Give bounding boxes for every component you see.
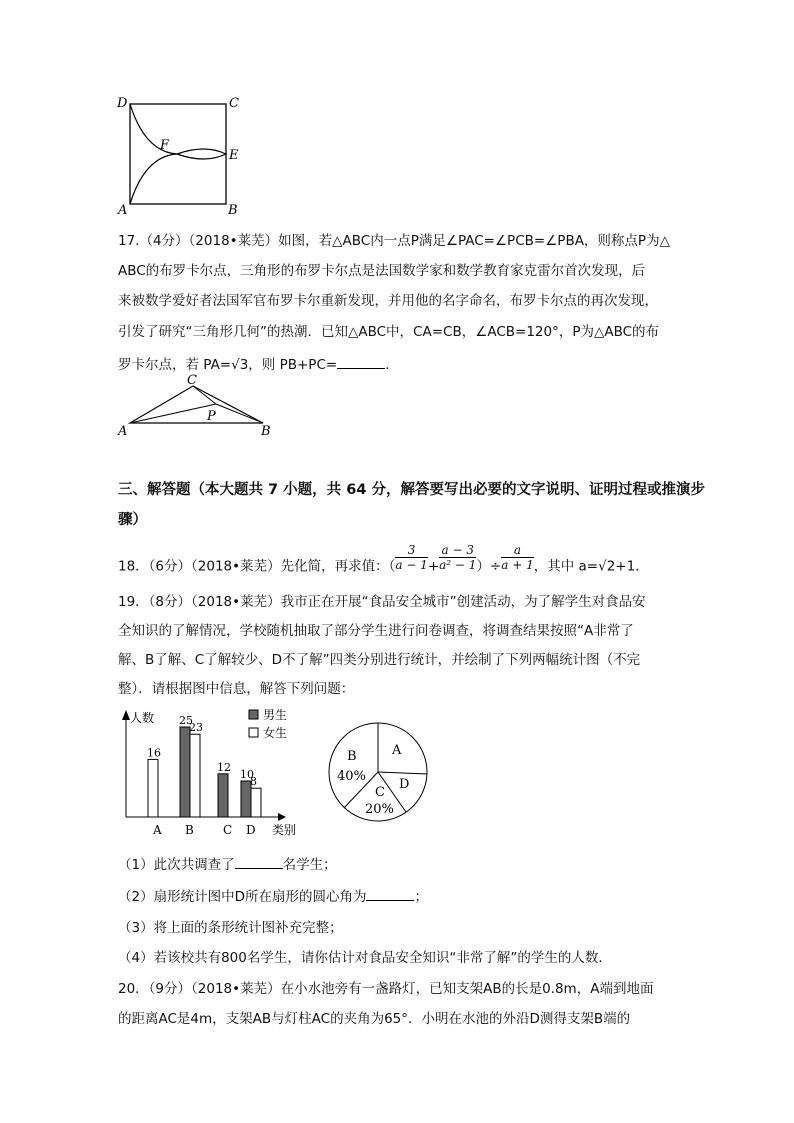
q18-text: 18．（6分）（2018•莱芜）先化简，再求值：（ [118,558,396,575]
q20-line: 的距离AC是4m，支架AB与灯柱AC的夹角为65°．小明在水池的外沿D测得支架B端的 [118,1011,631,1027]
q19-line: 整）．请根据图中信息，解答下列问题： [118,681,355,697]
denominator: a + 1 [501,558,534,572]
data-label: 12 [217,760,231,774]
q18 [118,543,649,581]
legend-label: 男生 [263,708,288,722]
data-label: 8 [250,775,257,789]
slice-label: B [347,749,357,764]
x-tick-label: C [223,823,233,837]
label: C [187,373,197,388]
q17-text: 罗卡尔点，若 PA=√3，则 PB+PC= [118,357,338,373]
slice-label: A [392,743,402,758]
slice-label: C [375,785,385,800]
fraction [395,543,427,572]
q17-line: 来被数学爱好者法国军官布罗卡尔重新发现，并用他的名字命名，布罗卡尔点的再次发现， [118,293,658,309]
bar-B-male [180,727,190,817]
bar-A-female [148,759,158,817]
data-label: 10 [240,768,254,781]
label: A [118,424,128,439]
x-tick-label: A [153,823,162,837]
q18-text: ，其中 a=√2+1． [533,558,649,575]
pie-chart [325,720,435,825]
sub-question [118,853,337,873]
q19-line: 全知识的了解情况，学校随机抽取了部分学生进行问卷调查，将调查结果按照“A非常了 [118,623,634,639]
label: A [118,203,128,218]
label: E [229,148,239,163]
bar-B-female [190,734,200,817]
triangle-figure [115,372,275,440]
q19-line: 解、B了解、C了解较少、D不了解”四类分别进行统计，并绘制了下列两幅统计图（不完 [118,652,641,668]
section-heading: 三、解答题（本大题共 7 小题，共 64 分，解答要写出必要的文字说明、证明过程或推演步 [118,482,705,498]
sub-question-end: 名学生； [282,857,337,873]
label: B [228,203,238,218]
q19-line: 19．（8分）（2018•莱芜）我市正在开展“食品安全城市”创建活动，为了解学生对食品安 [118,594,646,610]
bar-D-female [251,788,261,817]
y-axis-label: 人数 [130,711,155,725]
data-label: 23 [189,721,203,735]
sub-question-text: （2）扇形统计图中D所在扇形的圆心角为 [118,889,367,905]
fraction [439,543,476,572]
numerator: a [501,543,533,558]
sub-question-text: （3）将上面的条形统计图补充完整； [118,920,343,936]
q20-line: 20．（9分）（2018•莱芜）在小水池旁有一盏路灯，已知支架AB的长是0.8m，A端到地面 [118,981,654,997]
sub-question [118,885,428,905]
legend-label: 女生 [263,726,288,740]
x-tick-label: B [185,823,194,837]
q17-line: 17.（4分）（2018•莱芜）如图，若△ABC内一点P满足∠PAC=∠PCB=∠PBA，则称点P为△ [118,233,670,249]
label: B [261,424,271,439]
bar-chart [110,700,310,840]
label: C [229,96,239,111]
slice-value: 40% [337,769,366,784]
plus: + [427,558,440,575]
sub-question-end: ； [414,889,428,905]
sub-question [118,916,343,936]
divide: ）÷ [476,558,502,575]
q17-line: 引发了研究“三角形几何”的热潮．已知△ABC中，CA=CB，∠ACB=120°，P为△ABC的布 [118,324,660,340]
fraction [501,543,533,572]
data-label: 16 [147,746,161,760]
data-label: 25 [179,714,193,727]
q17-line [118,353,399,373]
bar-C-male [218,774,228,817]
square-figure [115,92,250,220]
q17-line: ABC的布罗卡尔点，三角形的布罗卡尔点是法国数学家和数学教育家克雷尔首次发现，后 [118,263,646,279]
numerator: 3 [395,543,427,558]
label: P [207,409,216,424]
numerator: a − 3 [439,543,476,558]
sub-question-text: （4）若该校共有800名学生，请你估计对食品安全知识“非常了解”的学生的人数． [118,950,612,966]
label: D [117,96,128,111]
answer-blank[interactable] [337,356,385,369]
label: F [160,138,170,153]
denominator: a − 1 [395,558,428,572]
answer-blank[interactable] [235,856,283,869]
slice-label: D [399,777,410,792]
legend-swatch-female [249,728,258,737]
slice-value: 20% [365,802,394,817]
answer-blank[interactable] [366,888,414,901]
x-axis-label: 类别 [272,823,297,837]
sub-question [118,946,612,966]
q17-end: ． [385,357,399,373]
x-tick-label: D [246,823,256,837]
legend-swatch-male [249,710,258,719]
denominator: a² − 1 [439,558,477,572]
section-heading: 骤） [118,512,147,528]
sub-question-text: （1）此次共调查了 [118,857,235,873]
